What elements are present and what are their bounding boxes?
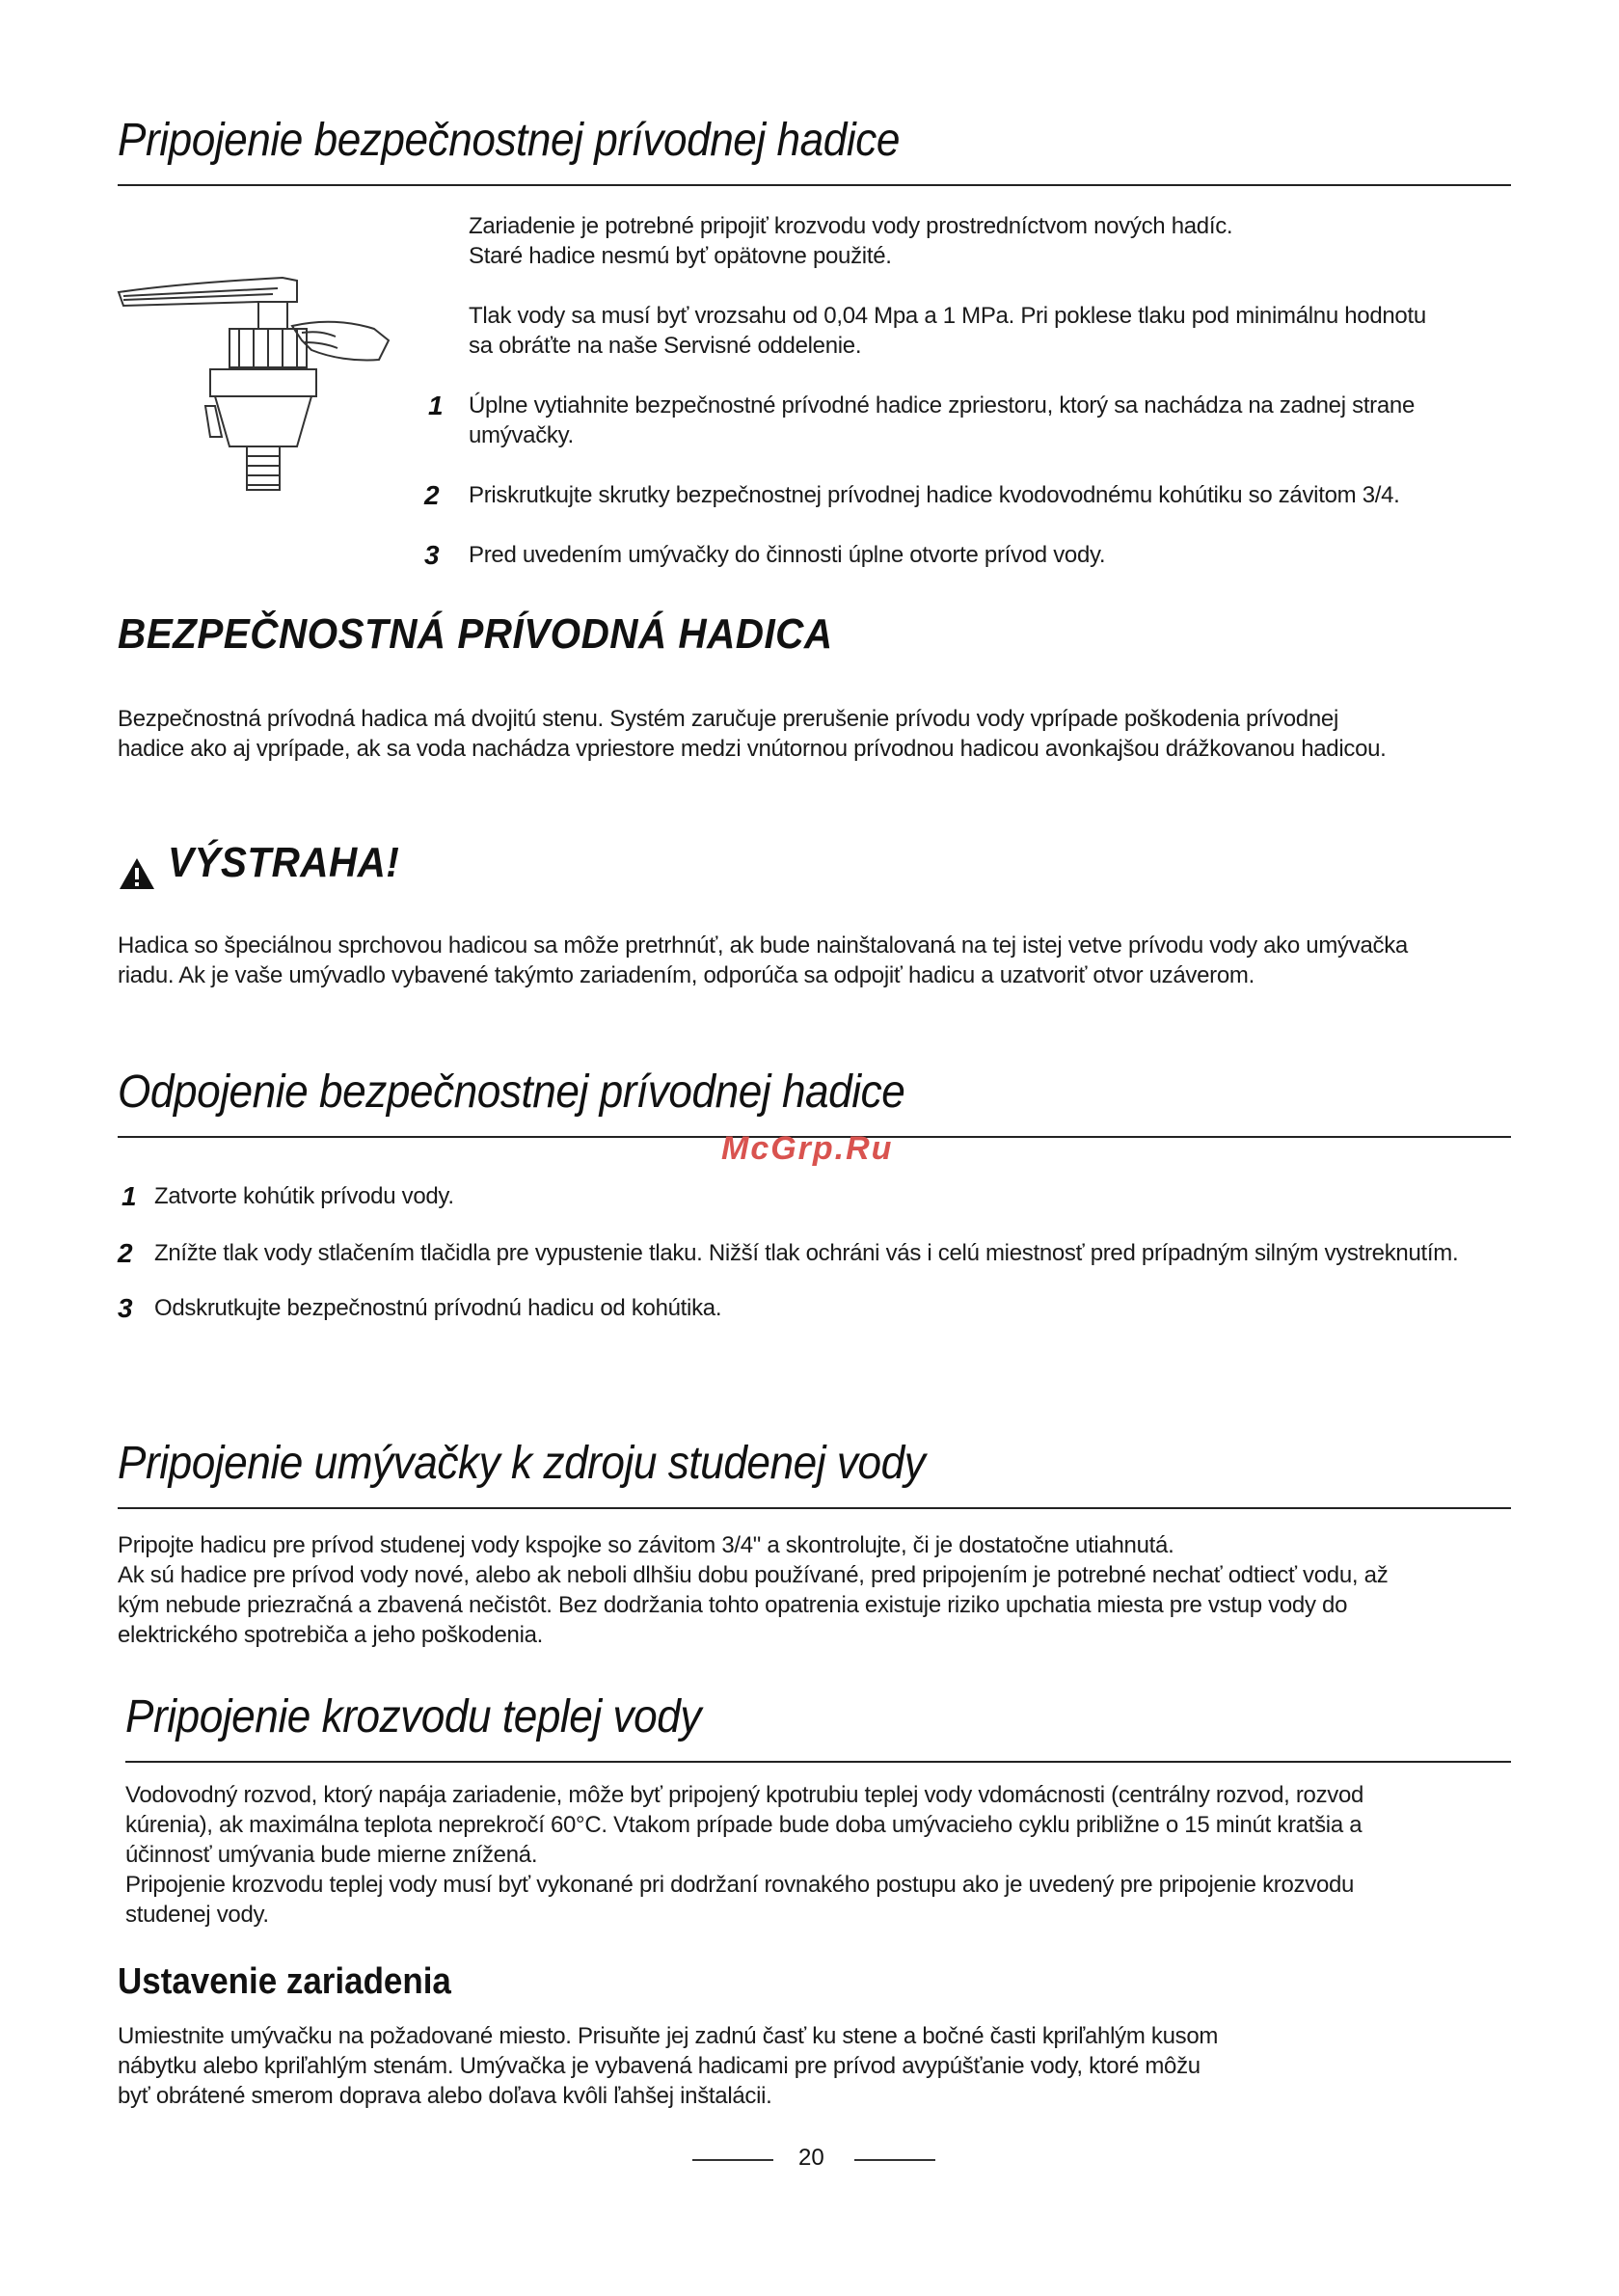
safety-hose-text — [118, 704, 1387, 764]
section-title-disconnect: Odpojenie bezpečnostnej prívodnej hadice — [118, 1067, 905, 1118]
text-line: Úplne vytiahnite bezpečnostné prívodné hadice zpriestoru, ktorý sa nachádza na zadnej strane — [469, 392, 1416, 419]
step-number: 1 — [428, 391, 444, 420]
step-number: 3 — [118, 1293, 133, 1323]
text-line: Priskrutkujte skrutky bezpečnostnej prívodnej hadice kvodovodnému kohútiku so závitom 3/4. — [469, 482, 1400, 508]
section-title-connect: Pripojenie bezpečnostnej prívodnej hadice — [118, 115, 900, 166]
title-rule — [125, 1761, 1511, 1763]
step-number: 2 — [118, 1238, 133, 1268]
text-line: účinnosť umývania bude mierne znížená. — [125, 1842, 538, 1868]
text-line: byť obrátené smerom doprava alebo doľava kvôli ľahšej inštalácii. — [118, 2083, 772, 2109]
connect-step-2 — [469, 480, 1400, 510]
text-line: kým nebude priezračná a zbavená nečistôt. Bez dodržania tohto opatrenia existuje riziko upchatia miesta pre vstup vody do — [118, 1592, 1348, 1618]
connect-intro — [469, 211, 1232, 271]
text-line: Ak sú hadice pre prívod vody nové, alebo ak neboli dlhšiu dobu používané, pred pripojením je potrebné nechať odtiecť vodu, až — [118, 1562, 1389, 1588]
text-line: elektrického spotrebiča a jeho poškodenia. — [118, 1622, 544, 1648]
section-title-safety-hose: BEZPEČNOSTNÁ PRÍVODNÁ HADICA — [118, 610, 833, 658]
text-line: Tlak vody sa musí byť vrozsahu od 0,04 Mpa a 1 MPa. Pri poklese tlaku pod minimálnu hodnotu — [469, 303, 1426, 329]
connect-pressure — [469, 301, 1426, 361]
text-line: sa obráťte na naše Servisné oddelenie. — [469, 333, 862, 359]
section-title-hot-water: Pripojenie krozvodu teplej vody — [125, 1691, 701, 1742]
title-rule — [118, 184, 1511, 186]
disconnect-step-1: Zatvorte kohútik prívodu vody. — [154, 1183, 454, 1209]
step-number: 2 — [424, 480, 440, 510]
page-number: 20 — [798, 2145, 824, 2171]
footer-rule-right — [854, 2159, 935, 2161]
disconnect-step-2: Znížte tlak vody stlačením tlačidla pre vypustenie tlaku. Nižší tlak ochráni vás i celú miestnosť pred prípadným silným vystreknutím. — [154, 1240, 1459, 1266]
watermark: McGrp.Ru — [721, 1130, 894, 1167]
connect-step-1 — [469, 391, 1415, 450]
text-line: umývačky. — [469, 422, 574, 448]
tap-hose-illustration-icon — [114, 273, 393, 504]
text-line: Pripojenie krozvodu teplej vody musí byť vykonané pri dodržaní rovnakého postupu ako je uvedený pre pripojenie krozvodu — [125, 1872, 1355, 1898]
connect-step-3 — [469, 540, 1105, 570]
text-line: Pred uvedením umývačky do činnosti úplne otvorte prívod vody. — [469, 542, 1106, 568]
warning-triangle-icon — [118, 856, 156, 891]
text-line: Vodovodný rozvod, ktorý napája zariadenie, môže byť pripojený kpotrubiu teplej vody vdomácnosti (centrálny rozvod, rozvod — [125, 1782, 1364, 1808]
text-line: Bezpečnostná prívodná hadica má dvojitú stenu. Systém zaručuje prerušenie prívodu vody vprípade poškodenia prívodnej — [118, 706, 1338, 732]
footer-rule-left — [692, 2159, 773, 2161]
text-line: Hadica so špeciálnou sprchovou hadicou sa môže pretrhnúť, ak bude nainštalovaná na tej istej vetve prívodu vody ako umývačka — [118, 932, 1408, 959]
placement-text — [118, 2021, 1218, 2111]
section-title-placement: Ustavenie zariadenia — [118, 1961, 451, 2002]
section-title-warning: VÝSTRAHA! — [168, 839, 400, 886]
section-title-cold-water: Pripojenie umývačky k zdroju studenej vody — [118, 1438, 926, 1489]
disconnect-step-3: Odskrutkujte bezpečnostnú prívodnú hadicu od kohútika. — [154, 1295, 722, 1321]
text-line: nábytku alebo kpriľahlým stenám. Umývačka je vybavená hadicami pre prívod avypúšťanie vody, ktoré môžu — [118, 2053, 1201, 2079]
step-number: 1 — [121, 1181, 137, 1211]
text-line: studenej vody. — [125, 1902, 269, 1928]
step-number: 3 — [424, 540, 440, 570]
text-line: Staré hadice nesmú byť opätovne použité. — [469, 243, 892, 269]
text-line: hadice ako aj vprípade, ak sa voda nachádza vpriestore medzi vnútornou prívodnou hadicou avonkajšou drážkovanou hadicou. — [118, 736, 1387, 762]
hot-water-text — [125, 1780, 1363, 1930]
cold-water-text — [118, 1530, 1388, 1650]
text-line: Umiestnite umývačku na požadované miesto. Prisuňte jej zadnú časť ku stene a bočné časti kpriľahlým kusom — [118, 2023, 1219, 2049]
warning-text — [118, 931, 1408, 990]
text-line: Zariadenie je potrebné pripojiť krozvodu vody prostredníctvom nových hadíc. — [469, 213, 1233, 239]
title-rule — [118, 1507, 1511, 1509]
text-line: Pripojte hadicu pre prívod studenej vody kspojke so závitom 3/4" a skontrolujte, či je dostatočne utiahnutá. — [118, 1532, 1174, 1558]
text-line: kúrenia), ak maximálna teplota neprekročí 60°C. Vtakom prípade bude doba umývacieho cyklu približne o 15 minút kratšia a — [125, 1812, 1363, 1838]
text-line: riadu. Ak je vaše umývadlo vybavené takýmto zariadením, odporúča sa odpojiť hadicu a uzatvoriť otvor uzáverom. — [118, 962, 1255, 988]
